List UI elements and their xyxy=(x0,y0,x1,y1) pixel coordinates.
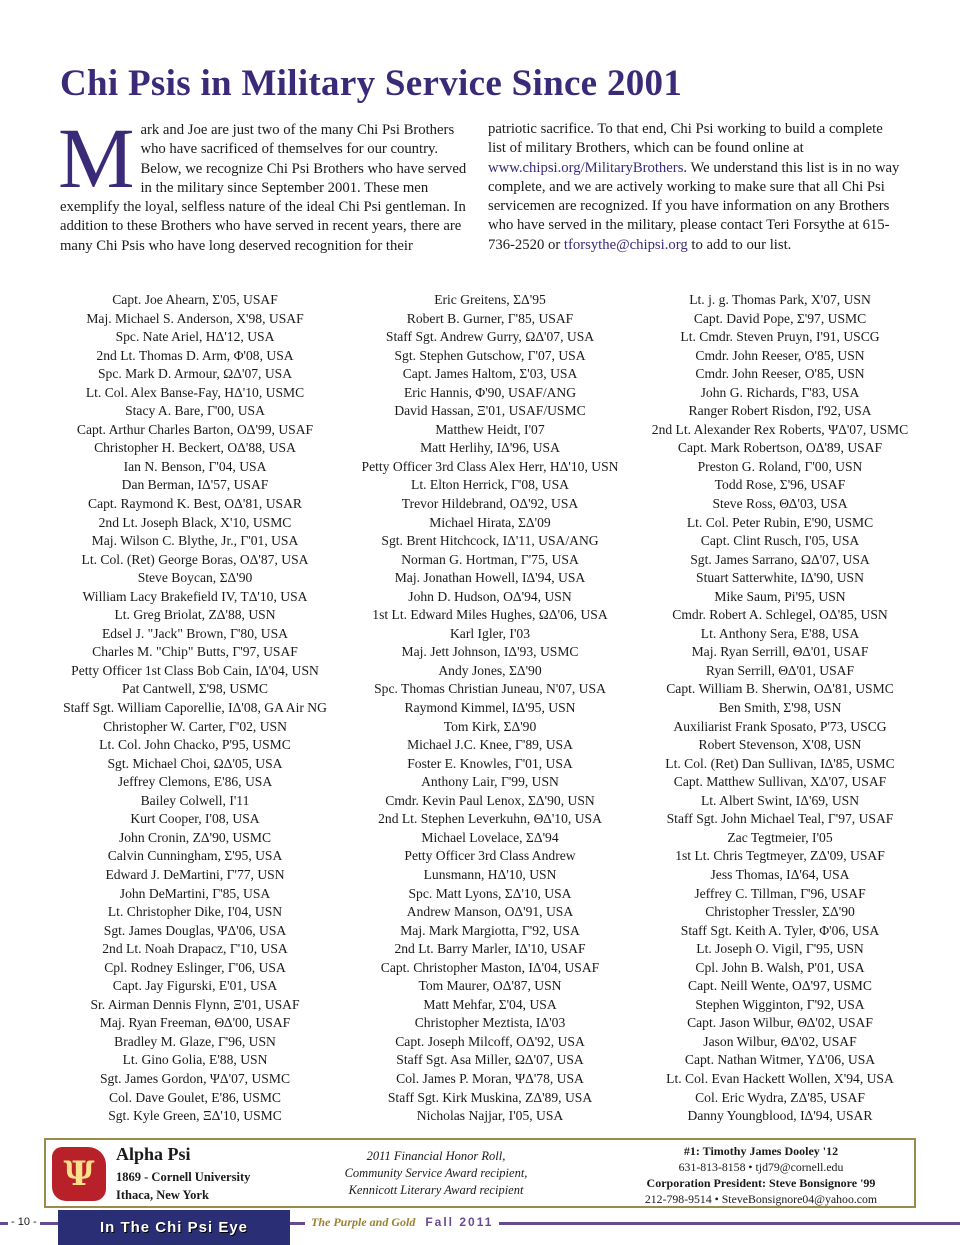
masthead-banner: In The Chi Psi Eye xyxy=(58,1210,290,1245)
footer-issue-text xyxy=(305,1215,499,1230)
service-member-entry: Lt. Albert Swint, IΔ'69, USN xyxy=(700,792,860,808)
service-member-entry: Capt. Mark Robertson, OΔ'89, USAF xyxy=(677,440,883,456)
service-member-entry: Capt. Matthew Sullivan, XΔ'07, USAF xyxy=(673,774,887,790)
service-member-entry: Ben Smith, Σ'98, USN xyxy=(718,700,842,716)
service-member-entry: Jason Wilbur, ΘΔ'02, USAF xyxy=(703,1033,857,1049)
service-member-entry: Lt. Col. (Ret) Dan Sullivan, IΔ'85, USMC xyxy=(665,755,895,771)
service-member-entry: Jeffrey C. Tillman, Γ'96, USAF xyxy=(694,885,866,901)
service-member-entry: Matt Mehfar, Σ'04, USA xyxy=(423,996,557,1012)
service-member-entry: Staff Sgt. Asa Miller, ΩΔ'07, USA xyxy=(396,1052,584,1068)
service-member-entry: Lt. Joseph O. Vigil, Γ'95, USN xyxy=(696,941,864,957)
service-member-entry: Trevor Hildebrand, OΔ'92, USA xyxy=(401,496,579,512)
service-member-entry: Ryan Serrill, ΘΔ'01, USAF xyxy=(705,662,855,678)
dropcap: M xyxy=(58,110,135,206)
service-member-entry: Matthew Heidt, I'07 xyxy=(435,421,545,437)
service-member-entry: Spc. Nate Ariel, HΔ'12, USA xyxy=(115,329,275,345)
service-member-entry: Sgt. James Gordon, ΨΔ'07, USMC xyxy=(99,1070,291,1086)
service-member-entry: Stuart Satterwhite, IΔ'90, USN xyxy=(696,570,864,586)
service-member-entry: Col. Eric Wydra, ZΔ'85, USAF xyxy=(695,1089,865,1105)
chapter-location: Ithaca, New York xyxy=(116,1188,209,1202)
service-member-entry: Lt. Anthony Sera, E'88, USA xyxy=(700,625,860,641)
service-member-entry: Staff Sgt. Kirk Muskina, ZΔ'89, USA xyxy=(387,1089,593,1105)
service-member-entry: Lt. Col. Evan Hackett Wollen, X'94, USA xyxy=(666,1070,894,1086)
service-member-entry: Petty Officer 3rd Class Alex Herr, HΔ'10, USN xyxy=(361,458,619,474)
service-member-entry: Cpl. John B. Walsh, P'01, USA xyxy=(695,959,865,975)
service-member-entry: John DeMartini, Γ'85, USA xyxy=(119,885,271,901)
service-member-entry: Raymond Kimmel, IΔ'95, USN xyxy=(404,700,576,716)
service-member-entry: Staff Sgt. William Caporellie, IΔ'08, GA Air NG xyxy=(63,700,327,716)
contact-1-name: #1: Timothy James Dooley '12 xyxy=(683,1144,839,1158)
service-member-entry: Steve Boycan, ΣΔ'90 xyxy=(137,570,253,586)
service-member-entry: Sgt. James Sarrano, ΩΔ'07, USA xyxy=(690,551,870,567)
service-member-entry: Lt. Col. John Chacko, P'95, USMC xyxy=(99,737,291,753)
service-member-entry: Auxiliarist Frank Sposato, P'73, USCG xyxy=(673,718,887,734)
service-member-entry: Cmdr. John Reeser, O'85, USN xyxy=(695,366,865,382)
service-member-entry: Steve Ross, ΘΔ'03, USA xyxy=(712,496,848,512)
service-member-entry: Christopher H. Beckert, OΔ'88, USA xyxy=(94,440,296,456)
service-member-entry: Capt. Joseph Milcoff, OΔ'92, USA xyxy=(395,1033,585,1049)
service-member-entry: 2nd Lt. Noah Drapacz, Γ'10, USA xyxy=(102,941,288,957)
service-member-entry: Matt Herlihy, IΔ'96, USA xyxy=(420,440,560,456)
chapter-contacts xyxy=(606,1143,916,1207)
service-member-entry: Robert Stevenson, X'08, USN xyxy=(698,737,862,753)
service-member-entry: Lt. Christopher Dike, I'04, USN xyxy=(107,904,283,920)
chapter-awards xyxy=(336,1148,536,1199)
service-member-entry: Jeffrey Clemons, E'86, USA xyxy=(117,774,273,790)
chapter-name: Alpha Psi xyxy=(116,1144,191,1164)
intro-left-text: ark and Joe are just two of the many Chi Psi Brothers who have sacrificed of themselves for our country. Below, we recognize Chi Psi Brothers who have served in the military since September 2001. These men exemplify the loyal, selfless nature of the ideal Chi Psi gentleman. In addition to these Brothers who have served in recent years, there are many Chi Psis who have long deserved recognition for their xyxy=(60,122,467,254)
service-member-entry: Maj. Ryan Freeman, ΘΔ'00, USAF xyxy=(99,1015,291,1031)
service-member-entry: Ranger Robert Risdon, I'92, USA xyxy=(688,403,872,419)
service-member-entry: David Hassan, Ξ'01, USAF/USMC xyxy=(394,403,586,419)
service-member-entry: Capt. William B. Sherwin, OΔ'81, USMC xyxy=(666,681,894,697)
award-line: Community Service Award recipient, xyxy=(344,1166,528,1180)
service-member-entry: Lunsmann, HΔ'10, USN xyxy=(423,866,557,882)
service-member-entry: Karl Igler, I'03 xyxy=(449,625,531,641)
service-member-entry: Nicholas Najjar, I'05, USA xyxy=(416,1108,564,1124)
service-member-entry: Edsel J. "Jack" Brown, Γ'80, USA xyxy=(101,625,289,641)
service-member-entry: Robert B. Gurner, Γ'85, USAF xyxy=(406,310,574,326)
service-member-entry: Cmdr. Kevin Paul Lenox, ΣΔ'90, USN xyxy=(385,792,595,808)
service-member-entry: Pat Cantwell, Σ'98, USMC xyxy=(122,681,268,697)
service-member-entry: Spc. Mark D. Armour, ΩΔ'07, USA xyxy=(97,366,293,382)
contact-2-name: Corporation President: Steve Bonsignore '99 xyxy=(646,1176,876,1190)
service-member-entry: Capt. Raymond K. Best, OΔ'81, USAR xyxy=(88,496,302,512)
names-column-3 xyxy=(625,291,935,1126)
service-member-entry: Michael J.C. Knee, Γ'89, USA xyxy=(407,737,573,753)
service-member-entry: Sgt. Michael Choi, ΩΔ'05, USA xyxy=(107,755,283,771)
service-member-entry: 2nd Lt. Thomas D. Arm, Φ'08, USA xyxy=(96,347,294,363)
service-member-entry: Lt. j. g. Thomas Park, X'07, USN xyxy=(689,292,871,307)
service-member-entry: 2nd Lt. Barry Marler, IΔ'10, USAF xyxy=(394,941,586,957)
service-member-entry: Col. Dave Goulet, E'86, USMC xyxy=(109,1089,281,1105)
service-member-entry: Tom Maurer, OΔ'87, USN xyxy=(418,978,562,994)
award-line: 2011 Financial Honor Roll, xyxy=(366,1149,506,1163)
service-member-entry: 2nd Lt. Stephen Leverkuhn, ΘΔ'10, USA xyxy=(378,811,602,827)
page-number: - 10 - xyxy=(8,1216,40,1228)
service-member-entry: Christopher Tressler, ΣΔ'90 xyxy=(705,904,855,920)
service-member-entry: Stephen Wigginton, Γ'92, USA xyxy=(695,996,865,1012)
service-member-entry: Spc. Matt Lyons, ΣΔ'10, USA xyxy=(408,885,572,901)
service-member-entry: Cpl. Rodney Eslinger, Γ'06, USA xyxy=(104,959,286,975)
names-column-1 xyxy=(40,291,350,1126)
service-member-entry: Christopher Meztista, IΔ'03 xyxy=(414,1015,566,1031)
service-member-entry: Capt. Jay Figurski, E'01, USA xyxy=(112,978,278,994)
service-member-entry: Todd Rose, Σ'96, USAF xyxy=(714,477,846,493)
service-member-entry: Capt. Neill Wente, OΔ'97, USMC xyxy=(688,978,872,994)
service-member-entry: Edward J. DeMartini, Γ'77, USN xyxy=(105,866,285,882)
service-member-entry: John Cronin, ZΔ'90, USMC xyxy=(118,829,272,845)
page-title: Chi Psis in Military Service Since 2001 xyxy=(60,63,683,104)
service-member-entry: Col. James P. Moran, ΨΔ'78, USA xyxy=(396,1070,584,1086)
service-member-entry: 1st Lt. Edward Miles Hughes, ΩΔ'06, USA xyxy=(372,607,608,623)
service-member-entry: Maj. Michael S. Anderson, X'98, USAF xyxy=(86,310,304,326)
service-member-entry: Danny Youngblood, IΔ'94, USAR xyxy=(687,1108,873,1124)
cornell-bear-logo-icon: Ψ xyxy=(52,1147,106,1201)
service-member-entry: Lt. Gino Golia, E'88, USN xyxy=(122,1052,268,1068)
contact-2-detail: 212-798-9514 • SteveBonsignore04@yahoo.com xyxy=(644,1192,878,1206)
contact-1-detail: 631-813-8158 • tjd79@cornell.edu xyxy=(678,1160,844,1174)
service-member-entry: Foster E. Knowles, Γ'01, USA xyxy=(407,755,573,771)
intro-right-text-1: patriotic sacrifice. To that end, Chi Psi working to build a complete list of military Brothers, which can be found online at xyxy=(488,121,883,157)
service-member-entry: Bradley M. Glaze, Γ'96, USN xyxy=(114,1033,276,1049)
service-member-entry: Capt. Jason Wilbur, ΘΔ'02, USAF xyxy=(687,1015,873,1031)
service-member-entry: 2nd Lt. Joseph Black, X'10, USMC xyxy=(98,514,292,530)
names-column-2 xyxy=(335,291,645,1126)
service-member-entry: Staff Sgt. Keith A. Tyler, Φ'06, USA xyxy=(680,922,880,938)
service-member-entry: Lt. Cmdr. Steven Pruyn, I'91, USCG xyxy=(680,329,880,345)
service-member-entry: Lt. Elton Herrick, Γ'08, USA xyxy=(411,477,569,493)
service-member-entry: Zac Tegtmeier, I'05 xyxy=(727,829,833,845)
service-member-entry: 1st Lt. Chris Tegtmeyer, ZΔ'09, USAF xyxy=(675,848,885,864)
service-member-entry: Capt. Joe Ahearn, Σ'05, USAF xyxy=(112,292,278,307)
service-member-entry: Eric Hannis, Φ'90, USAF/ANG xyxy=(403,384,577,400)
chapter-founding: 1869 - Cornell University xyxy=(116,1170,251,1184)
service-member-entry: Cmdr. Robert A. Schlegel, OΔ'85, USN xyxy=(672,607,888,623)
service-member-entry: Sr. Airman Dennis Flynn, Ξ'01, USAF xyxy=(90,996,300,1012)
service-member-entry: Norman G. Hortman, Γ'75, USA xyxy=(401,551,579,567)
service-member-entry: Dan Berman, IΔ'57, USAF xyxy=(121,477,269,493)
service-member-entry: Andy Jones, ΣΔ'90 xyxy=(438,662,542,678)
service-member-entry: Maj. Ryan Serrill, ΘΔ'01, USAF xyxy=(691,644,869,660)
service-member-entry: Jess Thomas, IΔ'64, USA xyxy=(710,866,850,882)
contact-email-link[interactable]: tforsythe@chipsi.org xyxy=(563,236,688,253)
service-member-entry: Kurt Cooper, I'08, USA xyxy=(130,811,260,827)
service-member-entry: Staff Sgt. John Michael Teal, Γ'97, USAF xyxy=(666,811,894,827)
service-member-entry: Cmdr. John Reeser, O'85, USN xyxy=(695,347,865,363)
service-member-entry: Sgt. Brent Hitchcock, IΔ'11, USA/ANG xyxy=(381,533,599,549)
service-member-entry: Petty Officer 3rd Class Andrew xyxy=(404,848,576,864)
service-member-entry: Preston G. Roland, Γ'00, USN xyxy=(697,458,863,474)
service-member-entry: Capt. David Pope, Σ'97, USMC xyxy=(693,310,867,326)
service-member-entry: Andrew Manson, OΔ'91, USA xyxy=(406,904,574,920)
service-member-entry: Bailey Colwell, I'11 xyxy=(140,792,250,808)
service-member-entry: Tom Kirk, ΣΔ'90 xyxy=(443,718,537,734)
service-member-entry: John G. Richards, Γ'83, USA xyxy=(700,384,860,400)
intro-right-text-3: to add to our list. xyxy=(687,236,792,253)
service-member-entry: Staff Sgt. Andrew Gurry, ΩΔ'07, USA xyxy=(385,329,595,345)
service-member-entry: Petty Officer 1st Class Bob Cain, IΔ'04, USN xyxy=(71,662,319,678)
service-member-entry: John D. Hudson, OΔ'94, USN xyxy=(408,588,572,604)
service-member-entry: Mike Saum, Pi'95, USN xyxy=(714,588,846,604)
service-member-entry: Capt. Nathan Witmer, YΔ'06, USA xyxy=(684,1052,876,1068)
service-member-entry: Lt. Col. Alex Banse-Fay, HΔ'10, USMC xyxy=(85,384,305,400)
service-member-entry: Lt. Col. (Ret) George Boras, OΔ'87, USA xyxy=(81,551,309,567)
service-member-entry: Calvin Cunningham, Σ'95, USA xyxy=(107,848,283,864)
service-member-entry: Christopher W. Carter, Γ'02, USN xyxy=(103,718,287,734)
service-member-entry: Spc. Thomas Christian Juneau, N'07, USA xyxy=(374,681,606,697)
service-member-entry: Stacy A. Bare, Γ'00, USA xyxy=(125,403,265,419)
award-line: Kennicott Literary Award recipient xyxy=(348,1183,524,1197)
issue-date: Fall 2011 xyxy=(425,1215,494,1229)
service-member-entry: Capt. Christopher Maston, IΔ'04, USAF xyxy=(380,959,600,975)
service-member-entry: Maj. Wilson C. Blythe, Jr., Γ'01, USA xyxy=(91,533,299,549)
service-member-entry: Sgt. Stephen Gutschow, Γ'07, USA xyxy=(394,347,586,363)
service-member-entry: Capt. Arthur Charles Barton, OΔ'99, USAF xyxy=(76,421,314,437)
service-member-entry: Charles M. "Chip" Butts, Γ'97, USAF xyxy=(92,644,298,660)
service-member-entry: William Lacy Brakefield IV, TΔ'10, USA xyxy=(82,588,308,604)
service-member-entry: Maj. Jett Johnson, IΔ'93, USMC xyxy=(401,644,579,660)
service-member-entry: Sgt. Kyle Green, ΞΔ'10, USMC xyxy=(108,1108,282,1124)
service-member-entry: Maj. Mark Margiotta, Γ'92, USA xyxy=(400,922,580,938)
service-member-entry: Capt. James Haltom, Σ'03, USA xyxy=(402,366,578,382)
intro-right-column xyxy=(488,120,900,255)
magazine-name: The Purple and Gold xyxy=(311,1215,416,1229)
service-member-entry: Sgt. James Douglas, ΨΔ'06, USA xyxy=(103,922,287,938)
military-brothers-link[interactable]: www.chipsi.org/MilitaryBrothers xyxy=(488,159,684,176)
service-member-entry: Ian N. Benson, Γ'04, USA xyxy=(123,458,267,474)
service-member-entry: Lt. Col. Peter Rubin, E'90, USMC xyxy=(686,514,874,530)
intro-left-column xyxy=(58,110,467,256)
chapter-info-box xyxy=(44,1138,916,1208)
service-member-entry: Eric Greitens, ΣΔ'95 xyxy=(434,292,546,307)
service-member-entry: Michael Lovelace, ΣΔ'94 xyxy=(421,829,559,845)
service-member-entry: Lt. Greg Briolat, ZΔ'88, USN xyxy=(114,607,276,623)
service-member-entry: Anthony Lair, Γ'99, USN xyxy=(421,774,559,790)
service-member-entry: Capt. Clint Rusch, I'05, USA xyxy=(700,533,860,549)
service-member-entry: 2nd Lt. Alexander Rex Roberts, ΨΔ'07, USMC xyxy=(651,421,909,437)
service-member-entry: Michael Hirata, ΣΔ'09 xyxy=(429,514,551,530)
intro-right-text-2: . We understand this list is in no way complete, and we are actively working to make sure that all Chi Psi servicemen are recognized. If you have information on any Brothers who have served in the military, please contact Teri Forsythe at 615-736-2520 or xyxy=(488,159,900,253)
service-member-entry: Maj. Jonathan Howell, IΔ'94, USA xyxy=(394,570,586,586)
